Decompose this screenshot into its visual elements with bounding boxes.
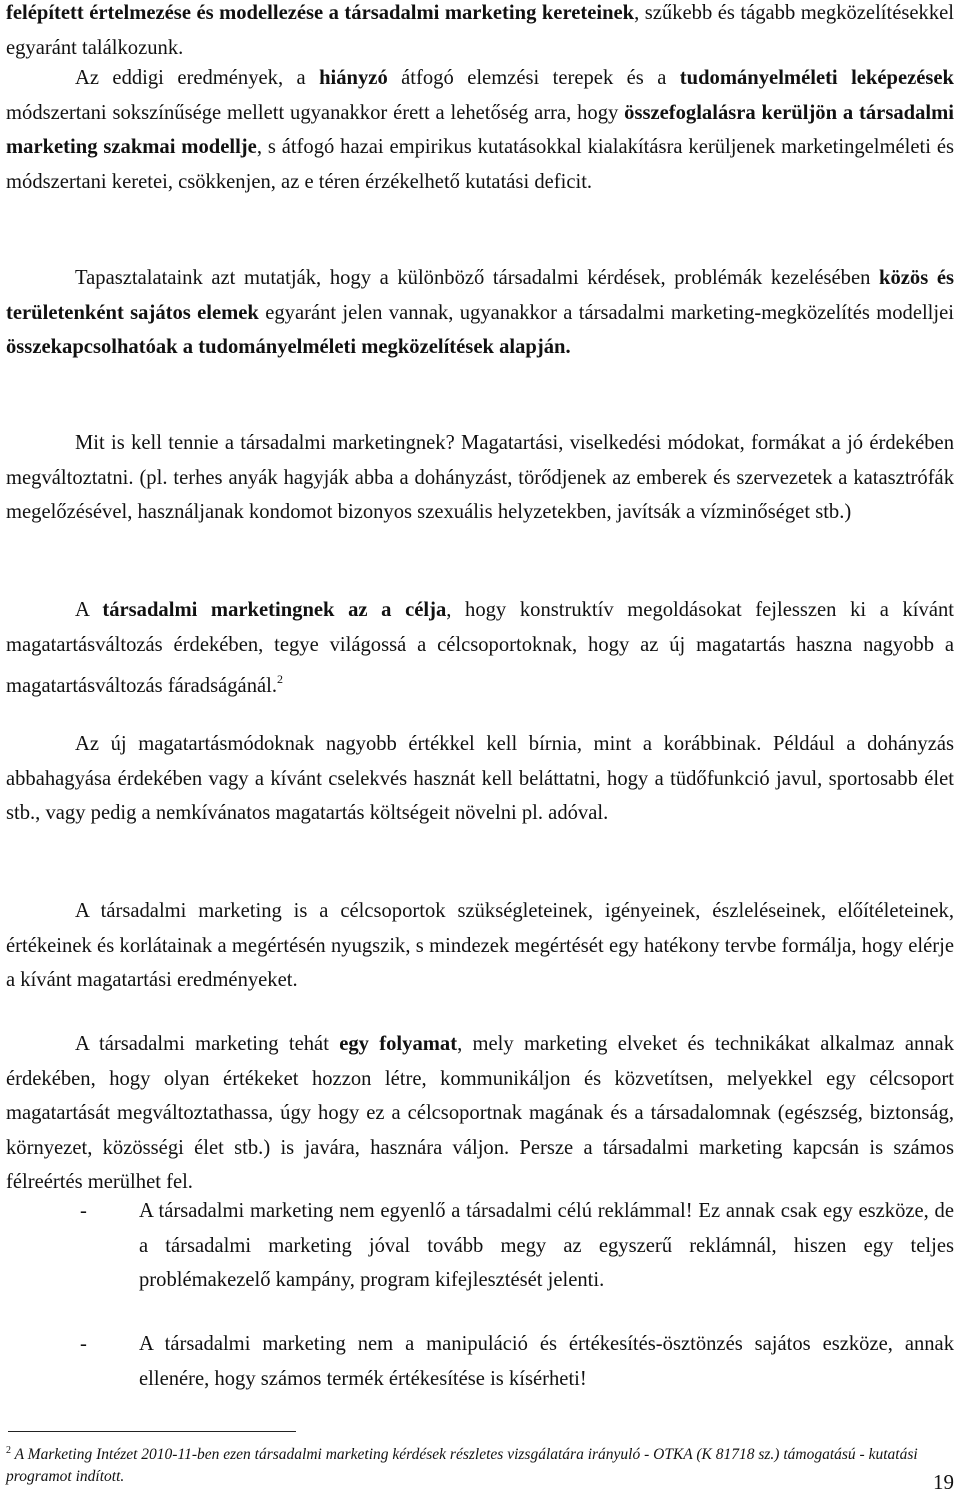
footnote [6,1440,954,1488]
text-run: Mit is kell tennie a társadalmi marketingnek? Magatartási, viselkedési módokat, formákat a jó érdekében megváltoztatni. (pl. terhes anyák hagyják abba a dohányzást, törődjenek az emberek és szervezetek a katasztrófák megelőzésével, használjanak kondomot bizonyos szexuális helyzetekben, javítsák a vízminőséget stb.) [6,432,954,523]
paragraph [6,0,954,65]
bold-phrase: felépített értelmezése és modellezése a társadalmi marketing kereteinek [6,2,635,24]
bold-phrase: hiányzó [319,67,388,89]
text-run: egyaránt jelen vannak, ugyanakkor a társadalmi marketing-megközelítés modelljei [258,301,954,324]
bold-phrase: összefoglalásra kerüljön a társadalmi marketing szakmai modellje [6,101,954,158]
bold-phrase: társadalmi marketingnek az a célja [102,599,447,621]
bold-phrase: közös és területenként sajátos elemek [6,267,954,324]
list-bullet: - [80,1200,87,1222]
text-run: Az eddigi eredmények, a [75,67,320,89]
text-run: A [75,599,103,621]
page-number: 19 [933,1470,954,1494]
list-item [6,1194,954,1334]
text-run: , szűkebb és tágabb megközelítésekkel egyaránt találkozunk. [6,2,954,59]
paragraph [6,61,954,199]
paragraph [6,727,954,831]
bold-phrase: összekapcsolhatóak a tudományelméleti megközelítések alapján. [6,336,571,358]
text-run: , s átfogó hazai empirikus kutatásokkal kialakításra kerüljenek marketingelméleti és módszertani keretei, csökkenjen, az e téren érzékelhető kutatási deficit. [6,136,955,193]
footnote-text: A Marketing Intézet 2010-11-ben ezen társadalmi marketing kérdések részletes vizsgálatára irányuló - OTKA (K 81718 sz.) támogatású - kutatási programot indított. [6,1446,918,1485]
paragraph [6,261,954,365]
paragraph [6,894,954,998]
text-run: módszertani sokszínűsége mellett ugyanakkor érett a lehetőség arra, hogy [6,101,625,124]
list-item [6,1327,954,1397]
list-item-text: A társadalmi marketing nem egyenlő a társadalmi célú reklámmal! Ez annak csak egy eszköze, de a társadalmi marketing jóval tovább megy az egyszerű reklámnál, hiszen egy teljes problémakezelő kampány, program kifejlesztését jelenti. [139,1200,954,1291]
text-run: A társadalmi marketing is a célcsoportok szükségleteinek, igényeinek, észleléseinek, előítéleteinek, értékeinek és korlátainak a megértésén nyugszik, s mindezek megértését egy hatékony tervbe formálja, hogy elérje a kívánt magatartási eredményeket. [6,900,954,991]
text-run: A társadalmi marketing tehát [75,1033,340,1055]
text-run: Tapasztalataink azt mutatják, hogy a különböző társadalmi kérdések, problémák kezelésében [75,267,880,289]
bold-phrase: tudományelméleti leképezések [679,67,955,89]
paragraph [6,593,954,704]
text-run: , mely marketing elveket és technikákat alkalmaz annak érdekében, hogy olyan értékeket hozzon létre, kommunikáljon és közvetítsen, melyekkel egy célcsoport magatartását megváltoztathassa, úgy hogy ez a célcsoportnak magának és a társadalomnak (egészség, biztonság, környezet, közösségi élet stb.) is javára, hasznára váljon. Persze a társadalmi marketing kapcsán is számos félreértés merülhet fel. [6,1033,954,1193]
footnote-separator [8,1431,296,1432]
list-bullet: - [80,1333,87,1355]
paragraph [6,1027,954,1200]
text-run: Az új magatartásmódoknak nagyobb értékkel kell bírnia, mint a korábbinak. Például a dohányzás abbahagyása érdekében vagy a kívánt cselekvés hasznát kell beláttatni, hogy a tüdőfunkció javul, sportosabb élet stb., vagy pedig a nemkívánatos magatartás költségeit növelni pl. adóval. [6,733,954,824]
text-run: átfogó elemzési terepek és a [387,67,680,89]
paragraph [6,426,954,530]
footnote-marker: 2 [6,1445,11,1456]
bold-phrase: egy folyamat [339,1033,458,1055]
list-item-text: A társadalmi marketing nem a manipuláció és értékesítés-ösztönzés sajátos eszköze, annak ellenére, hogy számos termék értékesítése is kísérheti! [139,1333,954,1390]
text-run: , hogy konstruktív megoldásokat fejlesszen ki a kívánt magatartásváltozás érdekében, tegye világossá a célcsoportoknak, hogy az új magatartás haszna nagyobb a magatartásváltozás fáradságánál. [6,599,954,697]
footnote-reference: 2 [277,672,284,686]
